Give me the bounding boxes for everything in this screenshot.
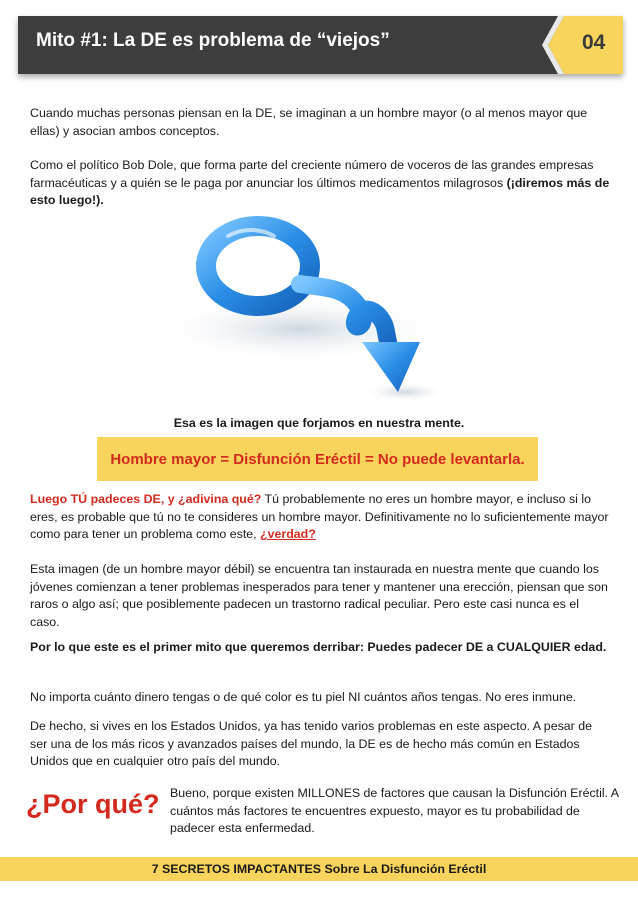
intro-paragraph-2: Como el político Bob Dole, que forma parte del creciente número de voceros de las grandes empresas farmacéuticas y a quién se le paga por anunciar los últimos medicamentos milagrosos (¡diremos más de esto luego!). — [30, 158, 610, 207]
page-number: 04 — [582, 31, 606, 54]
intro-bold-note: (¡diremos más de esto luego!). — [30, 175, 610, 207]
myth-statement-bold: Por lo que este es el primer mito que queremos derribar: Puedes padecer DE a CUALQUIER edad. — [30, 640, 607, 654]
body-paragraph-7: De hecho, si vives en los Estados Unidos, ya has tenido varios problemas en este aspecto. A pesar de ser una de los más ricos y avanzados países del mundo, la DE es de hecho más común en Estados Unidos que en cualquier otro país del mundo. — [30, 719, 593, 768]
red-lead-text: Luego TÚ padeces DE, y ¿adivina qué? — [30, 492, 262, 506]
why-heading: ¿Por qué? — [26, 789, 160, 819]
page-title: Mito #1: La DE es problema de “viejos” — [36, 30, 390, 51]
body-paragraph-4: Esta imagen (de un hombre mayor débil) se encuentra tan instaurada en nuestra mente que cuando los jóvenes comienzan a tener problemas inesperados para tener y mantener una erección, piensan que son raros o algo así; que posiblemente padecen un trastorno radical peculiar. Pero este casi nunca es el caso. — [30, 562, 608, 629]
body-paragraph-3: Luego TÚ padeces DE, y ¿adivina qué? Tú probablemente no eres un hombre mayor, e incluso si lo eres, es probable que tú no te consideres un hombre mayor. Definitivamente no lo suficientemente mayor como para tener un problema como este, ¿verdad? — [30, 492, 609, 541]
figure-caption: Esa es la imagen que forjamos en nuestra mente. — [173, 416, 465, 430]
page-number-tab — [538, 16, 623, 74]
page-header — [0, 0, 638, 94]
why-paragraph: Bueno, porque existen MILLONES de factores que causan la Disfunción Eréctil. A cuántos más factores te encuentres expuesto, mayor es tu probabilidad de padecer esta enfermedad. — [170, 786, 619, 835]
highlight-statement: Hombre mayor = Disfunción Eréctil = No puede levantarla. — [110, 451, 525, 468]
footer-title: 7 SECRETOS IMPACTANTES Sobre La Disfunción Eréctil — [151, 862, 487, 876]
drooping-male-symbol-image — [150, 214, 490, 404]
intro-paragraph-1: Cuando muchas personas piensan en la DE, se imaginan a un hombre mayor (o al menos mayor que ellas) y asocian ambos conceptos. — [30, 106, 588, 138]
body-paragraph-6: No importa cuánto dinero tengas o de qué color es tu piel NI cuántos años tengas. No eres inmune. — [30, 690, 577, 704]
red-question-text: ¿verdad? — [260, 527, 316, 541]
